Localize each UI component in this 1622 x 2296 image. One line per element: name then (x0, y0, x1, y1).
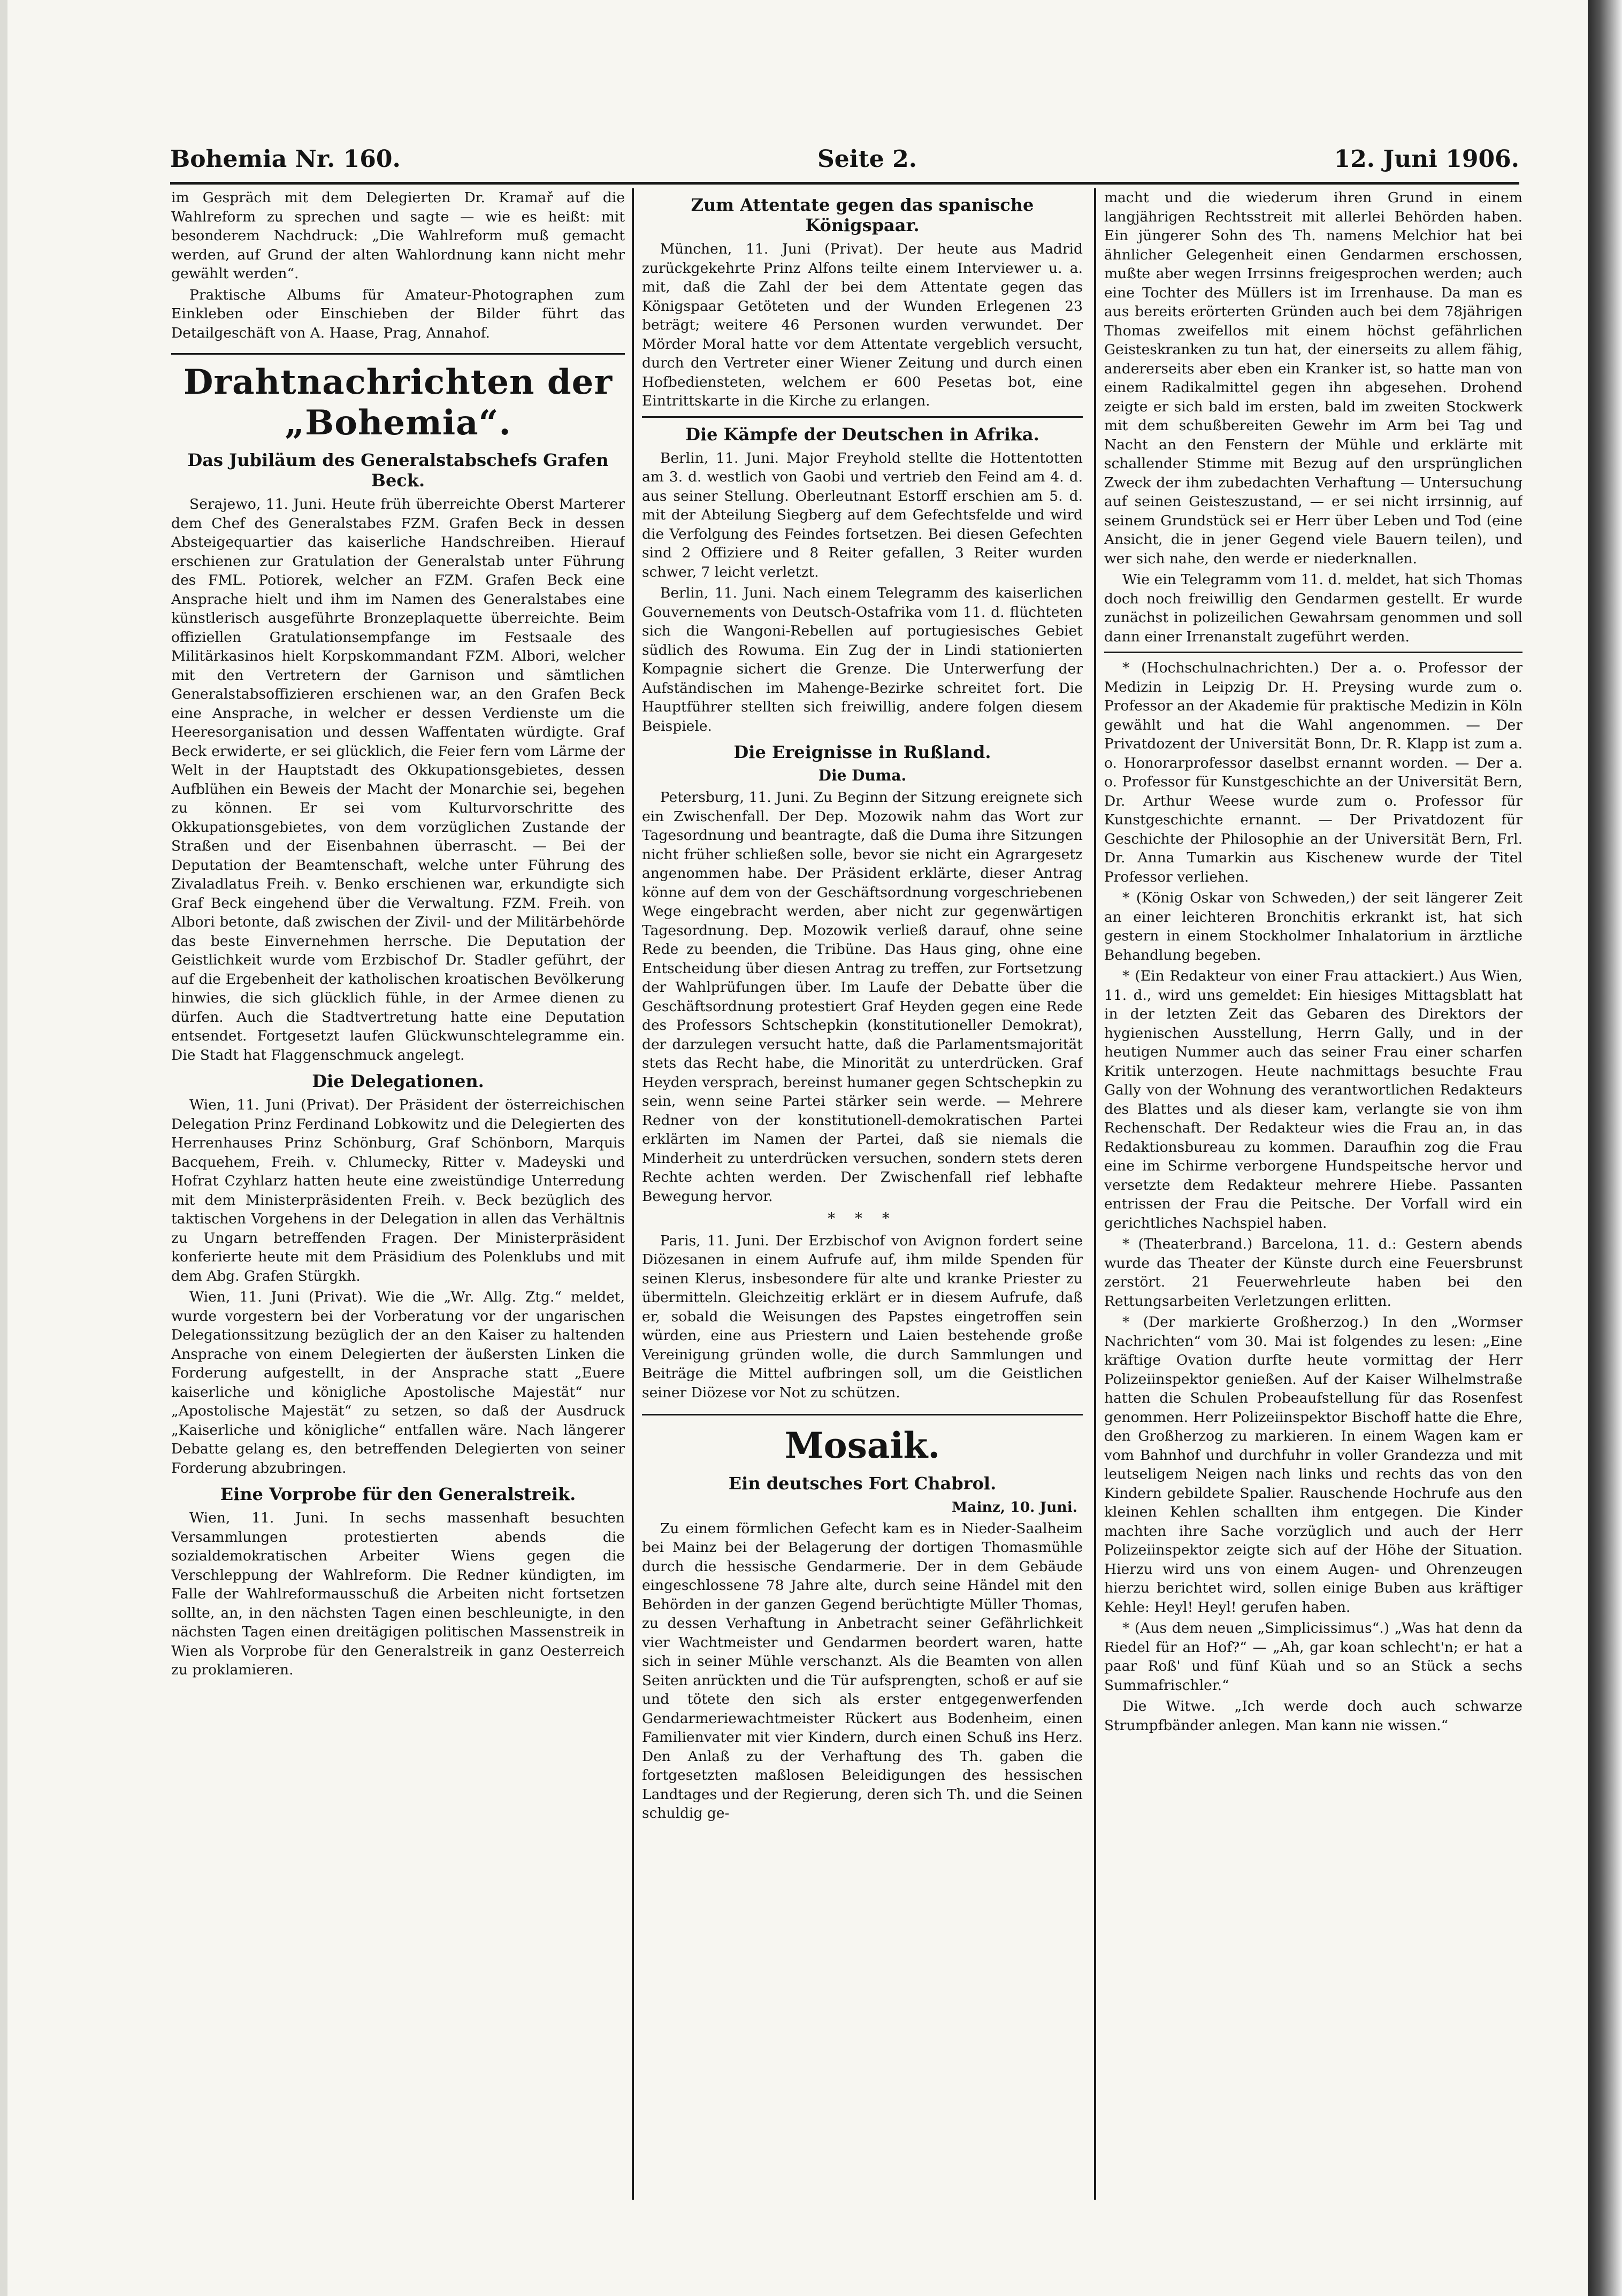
scan-right-edge (1588, 0, 1622, 2296)
section-rule (1104, 652, 1522, 653)
article-body: Paris, 11. Juni. Der Erzbischof von Avignon fordert seine Diözesanen in einem Aufrufe auf, ihm milde Spenden für seinen Klerus, insbesondere für alte und kranke Priester zu übermitteln. Gleichzeitig erklärt er in diesem Aufrufe, daß er, sobald die Weisungen des Papstes eingetroffen sein würden, eine aus Priestern und Laien bestehende große Vereinigung gründen wolle, die durch Sammlungen und Beiträge die Mittel aufbringen soll, um die Geistlichen seiner Diözese vor Not zu schützen. (642, 1232, 1083, 1401)
column-left (171, 188, 625, 2243)
news-item: * (Ein Redakteur von einer Frau attackiert.) Aus Wien, 11. d., wird uns gemeldet: Ein hiesiges Mittagsblatt hat in der letzten Zeit das Gebaren des Direktors der hygienischen Ausstellung, Herrn Gally, und in der heutigen Nummer auch das seiner Frau einer scharfen Kritik unterzogen. Heute nachmittags besuchte Frau Gally von der Wohnung des verantwortlichen Redakteurs des Blattes und als dieser kam, verlangte sie von ihm Rechenschaft. Der Redakteur wies die Frau an, in das Redaktionsbureau zu kommen. Daraufhin zog die Frau eine im Schirme verborgene Hundspeitsche hervor und versetzte dem Redakteur mehrere Hiebe. Passanten entrissen der Frau die Peitsche. Der Vorfall wird ein gerichtliches Nachspiel haben. (1104, 968, 1522, 1231)
article-headline: Die Delegationen. (312, 1071, 484, 1091)
column-right (1104, 188, 1522, 2243)
section-banner: Mosaik. (642, 1414, 1083, 1467)
section-separator-stars: * * * (828, 1210, 897, 1227)
issue-date: 12. Juni 1906. (1334, 146, 1519, 173)
page-number: Seite 2. (817, 146, 917, 173)
article-headline: Zum Attentate gegen das spanische Königspaar. (691, 195, 1034, 235)
news-item: * (Aus dem neuen „Simplicissimus“.) „Was hat denn da Riedel für an Hof?“ — „Ah, gar koan schlecht'n; er hat a paar Roß' und fünf Küah und so an Stück a sechs Summafrischler.“ (1104, 1620, 1522, 1694)
news-item: * (Theaterbrand.) Barcelona, 11. d.: Gestern abends wurde das Theater der Künste durch eine Feuersbrunst zerstört. 21 Feuerwehrleute haben bei den Rettungsarbeiten Verletzungen erlitten. (1104, 1236, 1522, 1310)
column-divider (1094, 188, 1096, 2200)
news-item: * (Hochschulnachrichten.) Der a. o. Professor der Medizin in Leipzig Dr. H. Preysing wurde zum o. Professor an der Akademie für praktische Medizin in Köln gewählt und hat die Wahl angenommen. — Der Privatdozent der Universität Bonn, Dr. R. Klapp ist zum a. o. Honorarprofessor daselbst ernannt worden. — Der a. o. Professor für Kunstgeschichte an der Universität Bern, Dr. Arthur Weese wurde zum o. Professor für Kunstgeschichte ernannt. — Der Privatdozent für Geschichte der Philosophie an der Universität Bern, Frl. Dr. Anna Tumarkin aus Kischenew wurde der Titel Professor verliehen. (1104, 660, 1522, 885)
article-body: Berlin, 11. Juni. Nach einem Telegramm des kaiserlichen Gouvernements von Deutsch-Ostafrika vom 11. d. flüchteten sich die Wangoni-Rebellen auf portugiesisches Gebiet südlich des Rowuma. Ein Zug der in Lindi stationierten Kompagnie sichert die Grenze. Die Unterwerfung der Aufständischen im Mahenge-Bezirke schreitet fort. Die Hauptführer stellten sich freiwillig, andere folgen diesem Beispiele. (642, 585, 1083, 734)
issue-number: Bohemia Nr. 160. (170, 146, 401, 173)
article-continuation: macht und die wiederum ihren Grund in einem langjährigen Rechtsstreit mit allerlei Behörden haben. Ein jüngerer Sohn des Th. namens Melchior hat bei ähnlicher Gelegenheit einen Gendarmen erschossen, mußte aber wegen Irrsinns freigesprochen werden; auch eine Tochter des Müllers ist im Irrenhause. Da man es aus bereits erörterten Gründen auch bei dem 78jährigen Thomas zweifellos mit einem höchst gefährlichen Geisteskranken zu tun hat, der einerseits zu allem fähig, andererseits aber eben ein Kranker ist, so hatte man von einem Radikalmittel gegen ihn abgesehen. Drohend zeigte er sich bald im ersten, bald im zweiten Stockwerk mit dem schußbereiten Gewehr im Arm bei Tag und Nacht an den Fenstern der Mühle und erklärte mit schallender Stimme mit Bezug auf den ursprünglichen Zweck der ihm zubedachten Verhaftung — Untersuchung auf seinen Geisteszustand, — er sei nicht irrsinnig, auf seinem Grundstück sei er Herr über Leben und Tod (eine Ansicht, die in jener Gegend viele Bauern teilen), und wer sich nahe, den werde er niederknallen. (1104, 189, 1522, 567)
news-item: Die Witwe. „Ich werde doch auch schwarze Strumpfbänder anlegen. Man kann nie wissen.“ (1104, 1698, 1522, 1734)
article-body: München, 11. Juni (Privat). Der heute aus Madrid zurückgekehrte Prinz Alfons teilte einem Interviewer u. a. mit, daß die Zahl der bei dem Attentate gegen das Königspaar Getöteten und der Wunden Erlegenen 23 beträgt; weitere 46 Personen wurden verwundet. Der Mörder Moral hatte vor dem Attentate vergeblich versucht, durch den Vertreter einer Wiener Zeitung und durch einen Hofbediensteten, welchem er 600 Pesetas bot, eine Eintrittskarte in die Kirche zu erlangen. (642, 241, 1083, 409)
article-body: Wie ein Telegramm vom 11. d. meldet, hat sich Thomas doch noch freiwillig den Gendarmen gestellt. Er wurde zunächst in polizeilichen Gewahrsam genommen und soll dann einer Irrenanstalt zugeführt werden. (1104, 571, 1522, 645)
article-subheadline: Die Duma. (818, 767, 907, 784)
article-headline: Die Ereignisse in Rußland. (733, 742, 991, 762)
article-body: Berlin, 11. Juni. Major Freyhold stellte die Hottentotten am 3. d. westlich von Gaobi und vertrieb den Feind am 4. d. aus seiner Stellung. Oberleutnant Estorff erschien am 5. d. mit der Abteilung Siegberg auf dem Gefechtsfelde und wird die Verfolgung des Feindes fortsetzen. Bei diesen Gefechten sind 2 Offiziere und 8 Reiter gefallen, 3 Reiter wurden schwer, 7 leicht verletzt. (642, 449, 1083, 580)
article-body: Wien, 11. Juni. In sechs massenhaft besuchten Versammlungen protestierten abends die sozialdemokratischen Arbeiter Wiens gegen die Verschleppung der Wahlreform. Die Redner kündigten, im Falle der Wahlreformausschuß die Arbeiten nicht fortsetzen sollte, an, in den nächsten Tagen einen beschleunigte, in den nächsten Tagen einen dreitägigen politischen Massenstreik in Wien als Vorprobe für den Generalstreik in ganz Oesterreich zu proklamieren. (171, 1510, 625, 1678)
section-rule (642, 416, 1083, 418)
news-item: * (Der markierte Großherzog.) In den „Wormser Nachrichten“ vom 30. Mai ist folgendes zu lesen: „Eine kräftige Ovation durfte heute vormittag der Herr Polizeiinspektor genießen. Auf der Kaiser Wilhelmstraße hatten die Schulen Probeaufstellung für das Rosenfest genommen. Herr Polizeiinspektor Bischoff hatte die Ehre, den Großherzog zu markieren. In einem Wagen kam er vom Bahnhof und durchfuhr in voller Grandezza und mit leutseligem Neigen nach links und rechts das von den Kindern gebildete Spalier. Rauschende Hochrufe aus den kleinen Kehlen schallten ihm entgegen. Die Kinder machten ihre Sache vorzüglich und auch der Herr Polizeiinspektor zeigte sich auf der Höhe der Situation. Hierzu wird uns von einem Augen- und Ohrenzeugen hierzu berichtet wird, sollen einige Buben aus kräftiger Kehle: Heyl! Heyl! gerufen haben. (1104, 1314, 1522, 1616)
article-dateline: Mainz, 10. Juni. (951, 1499, 1077, 1516)
article-body: Zu einem förmlichen Gefecht kam es in Nieder-Saalheim bei Mainz bei der Belagerung der dortigen Thomasmühle durch die hessische Gendarmerie. Der in dem Gebäude eingeschlossene 78 Jahre alte, durch seine Händel mit den Behörden in der ganzen Gegend berüchtigte Müller Thomas, zu dessen Verhaftung in Anbetracht seiner Gefährlichkeit vier Wachtmeister und Gendarmen beordert waren, hatte sich in seiner Mühle verschanzt. Als die Beamten von allen Seiten anrückten und die Tür aufsprengten, schoß er auf sie und tötete den sich als erster entgegenwerfenden Gendarmeriewachtmeister Rückert aus Bodenheim, einen Familienvater mit vier Kindern, durch einen Schuß ins Herz. Den Anlaß zu der Verhaftung des Th. gaben die fortgesetzten maßlosen Beleidigungen des hessischen Landtages und der Regierung, deren sich Th. und die Seinen schuldig ge- (642, 1520, 1083, 1822)
scan-left-margin (0, 0, 7, 2296)
advertisement-notice: Praktische Albums für Amateur-Photographen zum Einkleben oder Einschieben der Bilder führt das Detailgeschäft von A. Haase, Prag, Annahof. (171, 286, 625, 341)
article-headline: Die Kämpfe der Deutschen in Afrika. (685, 424, 1039, 445)
article-headline: Ein deutsches Fort Chabrol. (728, 1473, 997, 1494)
article-body: Wien, 11. Juni (Privat). Der Präsident der österreichischen Delegation Prinz Ferdinand Lobkowitz und die Delegierten des Herrenhauses Prinz Schönburg, Graf Schönborn, Marquis Bacquehem, Freih. v. Chlumecky, Ritter v. Madeyski und Hofrat Czyhlarz hatten heute eine zweistündige Unterredung mit dem Ministerpräsidenten Freih. v. Beck bezüglich des taktischen Vorgehens in der Delegation in allen das Verhältnis zu Ungarn betreffenden Fragen. Der Ministerpräsident konferierte heute mit dem Präsidium des Polenklubs und mit dem Abg. Grafen Stürgkh. (171, 1097, 625, 1284)
article-body: Wien, 11. Juni (Privat). Wie die „Wr. Allg. Ztg.“ meldet, wurde vorgestern bei der Vorberatung vor der ungarischen Delegationssitzung bezüglich der an den Kaiser zu haltenden Ansprache von einem Delegierten der äußersten Linken die Forderung aufgestellt, in der Ansprache statt „Euere kaiserliche und königliche Apostolische Majestät“ nur „Apostolische Majestät“ zu setzen, so daß der Ausdruck „Kaiserliche und königliche“ entfallen wäre. Nach längerer Debatte gelang es, den betreffenden Delegierten von seiner Forderung abzubringen. (171, 1289, 625, 1476)
column-divider (632, 188, 634, 2200)
section-banner: Drahtnachrichten der „Bohemia“. (171, 353, 625, 443)
article-body: Serajewo, 11. Juni. Heute früh überreichte Oberst Marterer dem Chef des Generalstabes FZM. Grafen Beck in dessen Absteigequartier das kaiserliche Handschreiben. Hierauf erschienen zur Gratulation der Generalstab unter Führung des FML. Potiorek, welcher an FZM. Grafen Beck eine Ansprache hielt und ihm im Namen des Generalstabes eine künstlerisch ausgeführte Bronzeplaquette überreichte. Beim offiziellen Gratulationsempfange im Festsaale des Militärkasinos hielt Korpskommandant FZM. Albori, welcher mit den Vertretern der Garnison und sämtlichen Generalstabsoffizieren erschienen war, an den Grafen Beck eine Ansprache, in welcher er dessen Verdienste um die Heeresorganisation und dessen Waffentaten würdigte. Graf Beck erwiderte, er sei glücklich, die Feier fern vom Lärme der Welt in der Hauptstadt des Okkupationsgebietes, dessen Aufblühen ein Beweis der Macht der Monarchie sei, begehen zu können. Er sei vom Kulturvorschritte des Okkupationsgebietes, von dem vorzüglichen Zustande der Straßen und der Eisenbahnen überrascht. — Bei der Deputation der Beamtenschaft, welche unter Führung des Zivaladlatus Freih. v. Benko erschienen war, erkundigte sich Graf Beck eingehend über die Verwaltung. FZM. Freih. von Albori betonte, daß zwischen der Zivil- und der Militärbehörde das beste Einvernehmen herrsche. Die Deputation der Geistlichkeit wurde vom Erzbischof Dr. Stadler geführt, der auf die Ergebenheit der katholischen kroatischen Bevölkerung hinwies, die sich glücklich fühle, in der Armee dienen zu dürfen. Auch die Stadtvertretung hatte eine Deputation entsendet. Fortgesetzt laufen Glückwunschtelegramme ein. Die Stadt hat Flaggenschmuck angelegt. (171, 496, 625, 1063)
column-middle (642, 188, 1083, 2232)
article-headline: Eine Vorprobe für den Generalstreik. (220, 1484, 576, 1504)
article-body: Petersburg, 11. Juni. Zu Beginn der Sitzung ereignete sich ein Zwischenfall. Der Dep. Mozowik nahm das Wort zur Tagesordnung und beantragte, daß die Duma ihre Sitzungen nicht früher schließen solle, bevor sie nicht ein Agrargesetz angenommen habe. Der Präsident erklärte, dieser Antrag könne auf dem von der Geschäftsordnung vorgeschriebenen Wege eingebracht werden, aber nicht zur gegenwärtigen Tagesordnung. Dep. Mozowik verließ darauf, ohne seine Rede zu beenden, die Tribüne. Das Haus ging, ohne eine Entscheidung über diesen Antrag zu treffen, zur Fortsetzung der Wahlprüfungen über. Im Laufe der Debatte über die Geschäftsordnung protestiert Graf Heyden gegen eine Rede des Professors Schtschepkin (konstitutioneller Demokrat), der darzulegen versucht hatte, daß die Parlamentsmajorität stets das Recht habe, die Minorität zu unterdrücken. Graf Heyden versprach, bereinst humaner gegen Schtschepkin zu sein, wenn seine Partei stärker sein werde. — Mehrere Redner von der konstitutionell-demokratischen Partei erklärten im Namen der Partei, daß sie niemals die Minderheit zu unterdrücken versuchen, sondern stets deren Rechte achten werden. Der Zwischenfall rief lebhafte Bewegung hervor. (642, 789, 1083, 1205)
running-head (170, 146, 1519, 179)
news-item: * (König Oskar von Schweden,) der seit längerer Zeit an einer leichteren Bronchitis erkrankt ist, hat sich gestern in einem Stockholmer Inhalatorium in ärztliche Behandlung begeben. (1104, 890, 1522, 963)
article-continuation: im Gespräch mit dem Delegierten Dr. Kramař auf die Wahlreform zu sprechen und sagte — wie es heißt: mit besonderem Nachdruck: „Die Wahlreform muß gemacht werden, auf Grund der alten Wahlordnung kann nicht mehr gewählt werden“. (171, 189, 625, 282)
header-rule (170, 182, 1519, 185)
article-headline: Das Jubiläum des Generalstabschefs Grafen Beck. (187, 450, 609, 491)
